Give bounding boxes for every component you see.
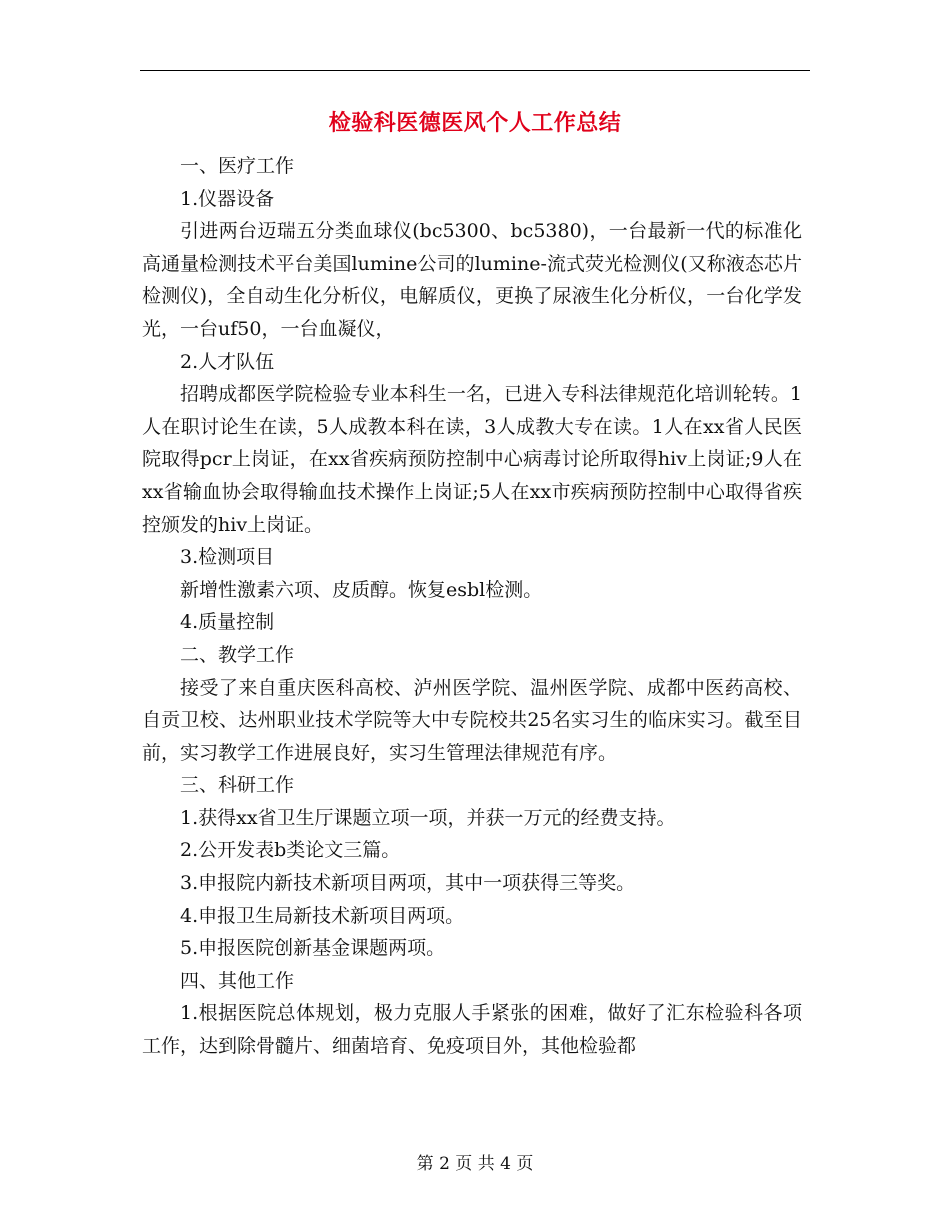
paragraph: 1.根据医院总体规划，极力克服人手紧张的困难，做好了汇东检验科各项工作，达到除骨髓片、细菌培育、免疫项目外，其他检验都 — [142, 1002, 802, 1058]
section-heading: 四、其他工作 — [180, 969, 295, 992]
list-item: 4.申报卫生局新技术新项目两项。 — [180, 904, 465, 927]
list-item: 2.公开发表b类论文三篇。 — [180, 839, 401, 862]
section-heading: 二、教学工作 — [180, 643, 295, 666]
document-title: 检验科医德医风个人工作总结 — [328, 111, 622, 136]
subsection-heading: 1.仪器设备 — [180, 187, 275, 210]
paragraph: 新增性激素六项、皮质醇。恢复esbl检测。 — [180, 578, 543, 601]
list-item: 5.申报医院创新基金课题两项。 — [180, 937, 446, 960]
document-body — [142, 150, 802, 1063]
list-item: 1.获得xx省卫生厅课题立项一项，并获一万元的经费支持。 — [180, 806, 676, 829]
section-heading: 一、医疗工作 — [180, 155, 295, 177]
subsection-heading: 3.检测项目 — [180, 546, 275, 569]
section-heading: 三、科研工作 — [180, 774, 295, 797]
paragraph: 引进两台迈瑞五分类血球仪(bc5300、bc5380)，一台最新一代的标准化高通量检测技术平台美国lumine公司的lumine-流式荧光检测仪(又称液态芯片检测仪)，全自动生化分析仪，电解质仪，更换了尿液生化分析仪，一台化学发光，一台uf50，一台血凝仪， — [142, 220, 802, 340]
list-item: 3.申报院内新技术新项目两项，其中一项获得三等奖。 — [180, 872, 636, 895]
paragraph: 招聘成都医学院检验专业本科生一名，已进入专科法律规范化培训轮转。1人在职讨论生在读，5人成教本科在读，3人成教大专在读。1人在xx省人民医院取得pcr上岗证，在xx省疾病预防控制中心病毒讨论所取得hiv上岗证;9人在xx省输血协会取得输血技术操作上岗证;5人在xx市疾病预防控制中心取得省疾控颁发的hiv上岗证。 — [142, 383, 802, 536]
paragraph: 接受了来自重庆医科高校、泸州医学院、温州医学院、成都中医药高校、自贡卫校、达州职业技术学院等大中专院校共25名实习生的临床实习。截至目前，实习教学工作进展良好，实习生管理法律规范有序。 — [142, 676, 802, 764]
page-number: 第 2 页 共 4 页 — [416, 1154, 534, 1174]
subsection-heading: 2.人才队伍 — [180, 350, 275, 373]
header-rule — [140, 70, 810, 71]
page-footer — [0, 1152, 950, 1176]
subsection-heading: 4.质量控制 — [180, 611, 275, 634]
